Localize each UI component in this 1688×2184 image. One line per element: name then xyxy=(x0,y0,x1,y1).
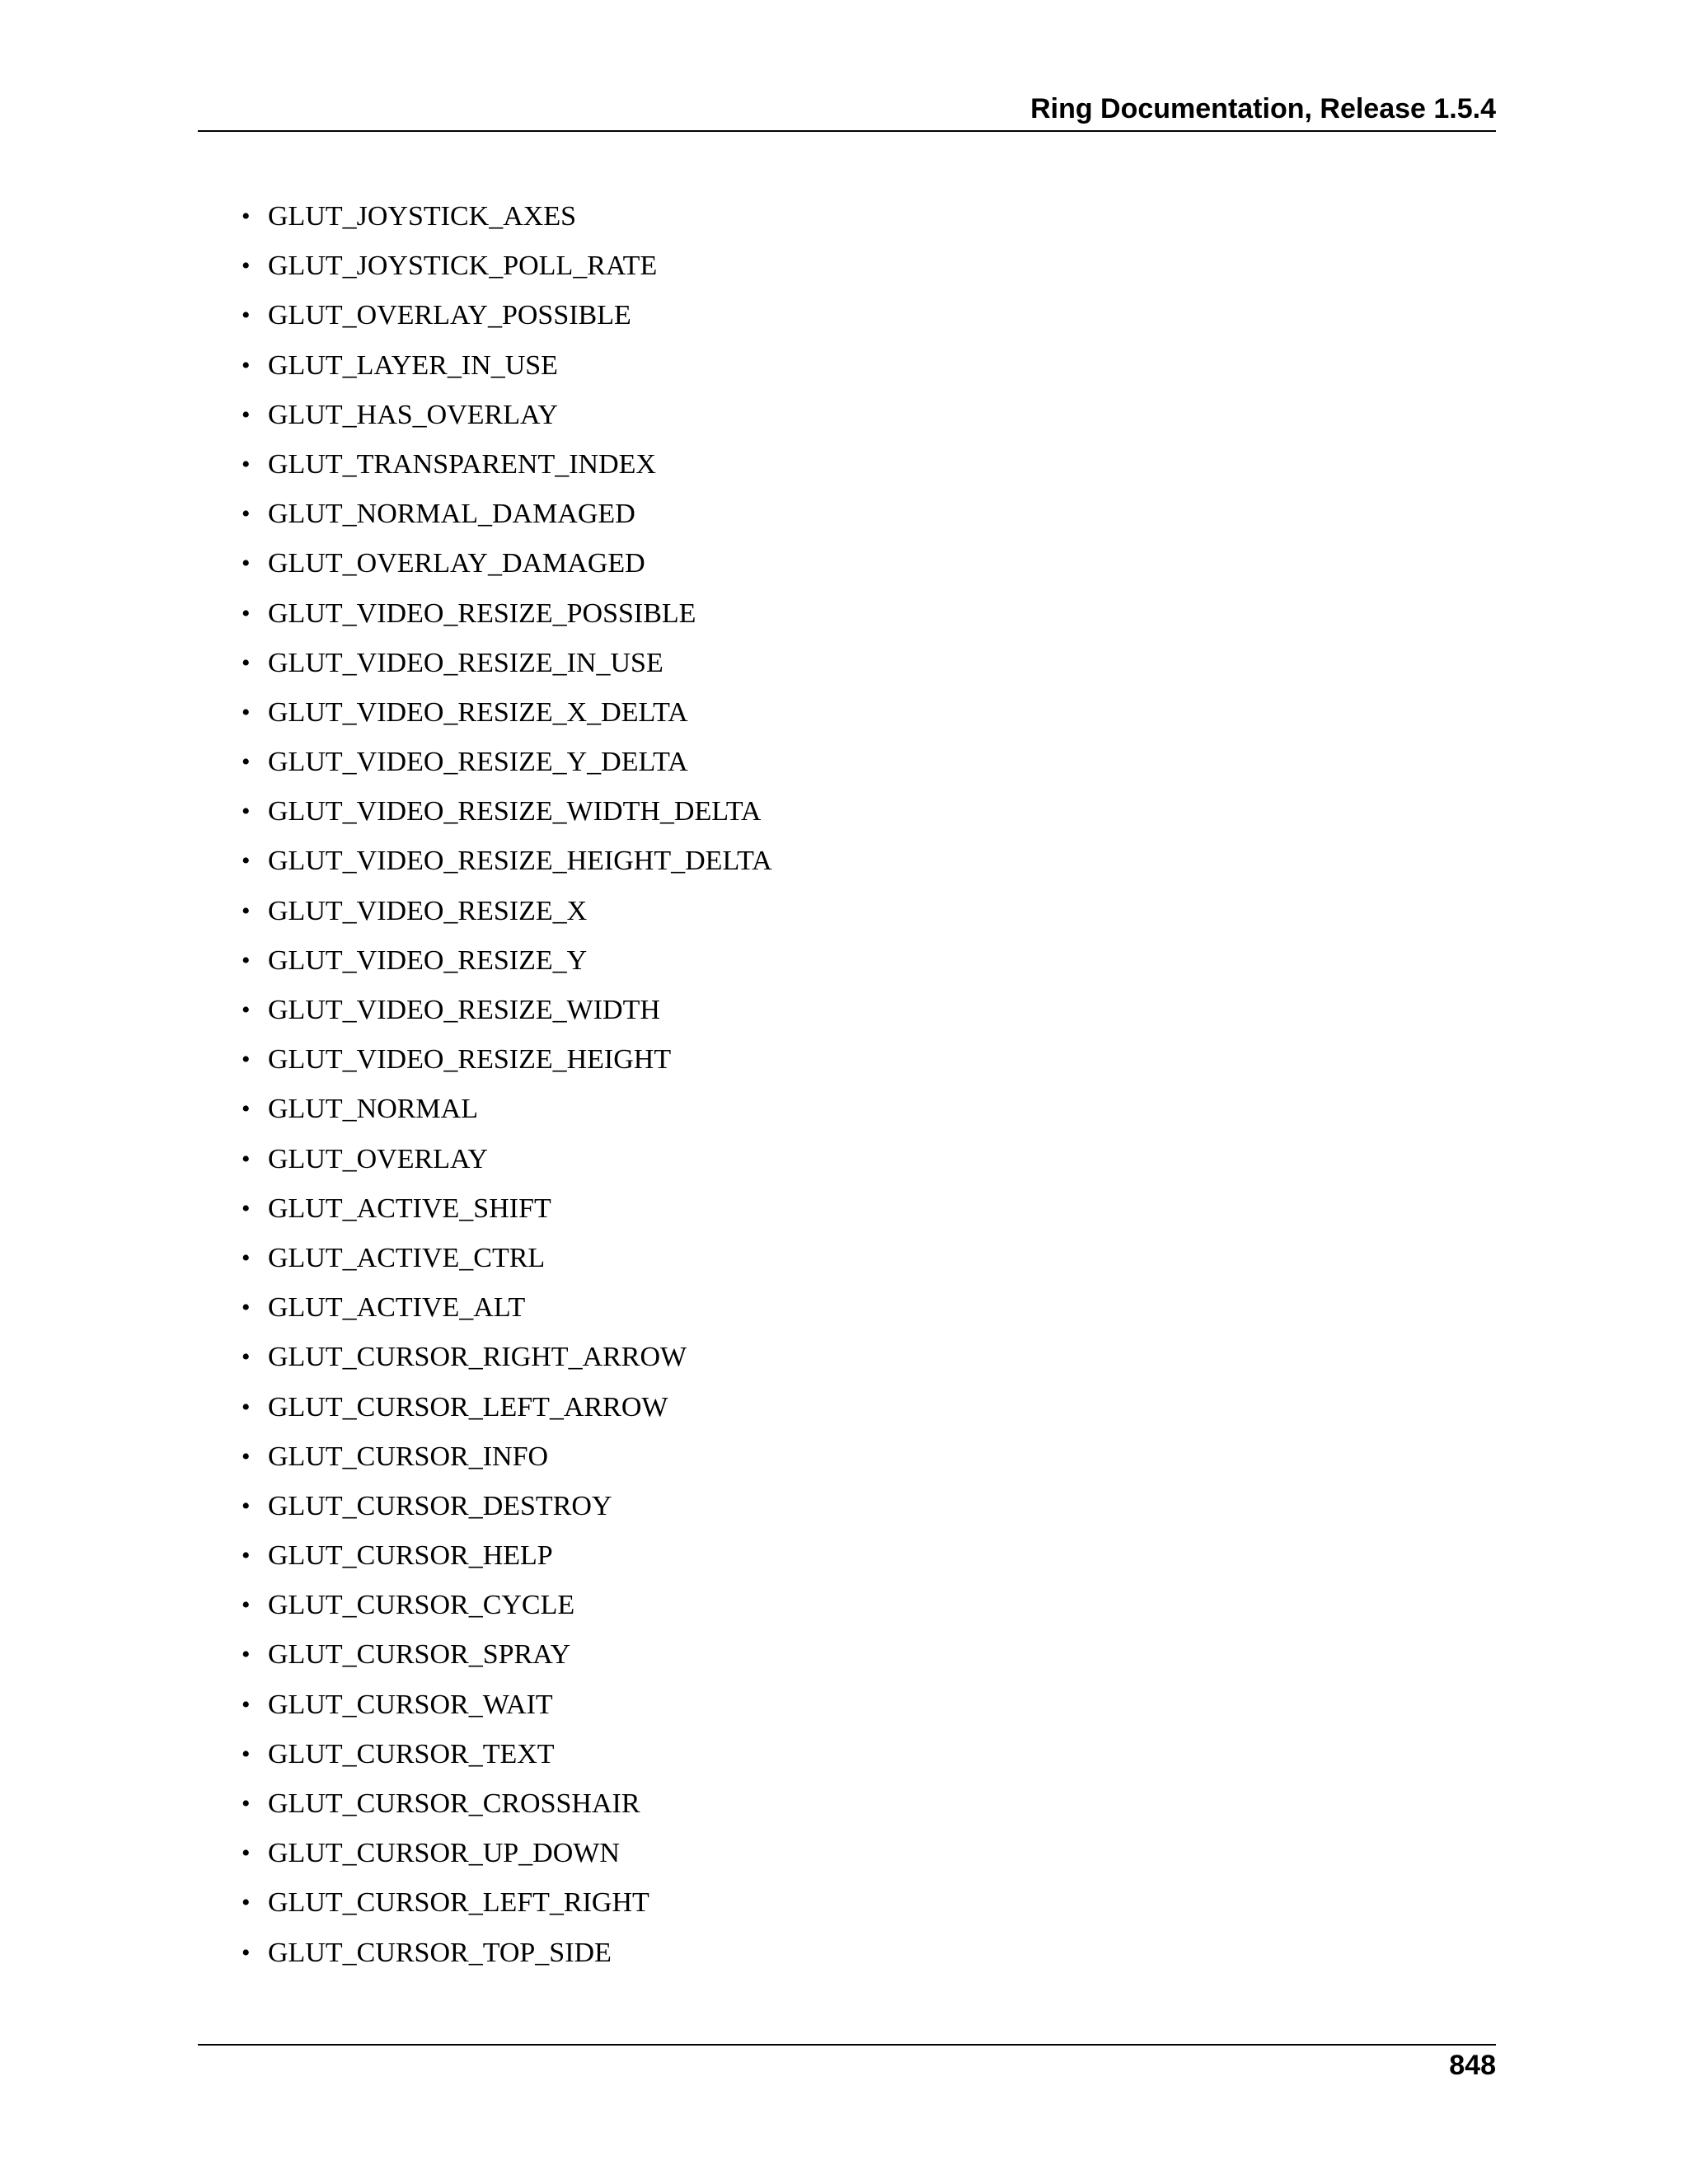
bullet-icon: • xyxy=(241,1492,251,1520)
bullet-icon: • xyxy=(241,500,251,528)
constant-name: GLUT_VIDEO_RESIZE_WIDTH xyxy=(268,995,660,1025)
constant-name: GLUT_JOYSTICK_AXES xyxy=(268,201,576,232)
constant-name: GLUT_VIDEO_RESIZE_Y xyxy=(268,944,588,976)
list-item xyxy=(0,1441,772,1491)
constant-name: GLUT_CURSOR_TOP_SIDE xyxy=(268,1937,612,1968)
constant-name: GLUT_TRANSPARENT_INDEX xyxy=(268,448,656,480)
list-item xyxy=(0,251,772,300)
bullet-icon: • xyxy=(241,1641,251,1669)
constant-name: GLUT_VIDEO_RESIZE_IN_USE xyxy=(268,647,663,678)
bullet-icon: • xyxy=(241,351,251,379)
list-item xyxy=(0,1243,772,1292)
constant-name: GLUT_CURSOR_LEFT_RIGHT xyxy=(268,1887,649,1919)
bullet-icon: • xyxy=(241,1194,251,1222)
list-item xyxy=(0,449,772,499)
bullet-icon: • xyxy=(241,302,251,330)
bullet-icon: • xyxy=(241,897,251,925)
bullet-icon: • xyxy=(241,748,251,776)
list-item xyxy=(0,300,772,349)
constant-name: GLUT_NORMAL_DAMAGED xyxy=(268,499,635,530)
header-divider xyxy=(198,130,1496,132)
list-item xyxy=(0,1639,772,1689)
constant-name: GLUT_OVERLAY_POSSIBLE xyxy=(268,300,631,331)
footer-divider xyxy=(198,2044,1496,2046)
bullet-icon: • xyxy=(241,946,251,974)
bullet-icon: • xyxy=(241,649,251,677)
constant-name: GLUT_CURSOR_SPRAY xyxy=(268,1639,571,1671)
constant-name: GLUT_LAYER_IN_USE xyxy=(268,349,558,381)
constant-name: GLUT_CURSOR_RIGHT_ARROW xyxy=(268,1342,687,1373)
bullet-icon: • xyxy=(241,1690,251,1718)
bullet-icon: • xyxy=(241,599,251,627)
running-header: Ring Documentation, Release 1.5.4 xyxy=(1030,93,1496,124)
constant-name: GLUT_ACTIVE_SHIFT xyxy=(268,1193,551,1224)
constant-name: GLUT_ACTIVE_CTRL xyxy=(268,1242,546,1273)
list-item xyxy=(0,548,772,598)
constant-name: GLUT_OVERLAY xyxy=(268,1143,488,1174)
bullet-icon: • xyxy=(241,252,251,280)
list-item xyxy=(0,648,772,697)
bullet-icon: • xyxy=(241,550,251,578)
list-item xyxy=(0,846,772,895)
list-item xyxy=(0,499,772,548)
bullet-icon: • xyxy=(241,1740,251,1768)
list-item xyxy=(0,1887,772,1937)
list-item xyxy=(0,201,772,251)
constant-name: GLUT_JOYSTICK_POLL_RATE xyxy=(268,251,658,282)
list-item xyxy=(0,995,772,1044)
constant-list xyxy=(0,201,772,1987)
bullet-icon: • xyxy=(241,1442,251,1470)
bullet-icon: • xyxy=(241,996,251,1024)
constant-name: GLUT_CURSOR_INFO xyxy=(268,1441,549,1472)
list-item xyxy=(0,747,772,796)
list-item xyxy=(0,1838,772,1887)
constant-name: GLUT_CURSOR_DESTROY xyxy=(268,1490,612,1521)
list-item xyxy=(0,1938,772,1987)
bullet-icon: • xyxy=(241,1145,251,1173)
bullet-icon: • xyxy=(241,1244,251,1272)
constant-name: GLUT_HAS_OVERLAY xyxy=(268,399,558,430)
list-item xyxy=(0,1144,772,1193)
bullet-icon: • xyxy=(241,698,251,726)
bullet-icon: • xyxy=(241,1591,251,1619)
constant-name: GLUT_CURSOR_WAIT xyxy=(268,1689,553,1720)
page-number: 848 xyxy=(1449,2050,1496,2081)
bullet-icon: • xyxy=(241,798,251,826)
constant-name: GLUT_VIDEO_RESIZE_WIDTH_DELTA xyxy=(268,796,762,827)
bullet-icon: • xyxy=(241,1294,251,1322)
bullet-icon: • xyxy=(241,1046,251,1074)
list-item xyxy=(0,1292,772,1342)
list-item xyxy=(0,896,772,945)
constant-name: GLUT_VIDEO_RESIZE_Y_DELTA xyxy=(268,747,688,778)
bullet-icon: • xyxy=(241,1393,251,1421)
list-item xyxy=(0,796,772,846)
list-item xyxy=(0,1193,772,1243)
constant-name: GLUT_VIDEO_RESIZE_X_DELTA xyxy=(268,696,688,728)
list-item xyxy=(0,1540,772,1590)
constant-name: GLUT_VIDEO_RESIZE_X xyxy=(268,895,588,926)
bullet-icon: • xyxy=(241,1840,251,1868)
list-item xyxy=(0,697,772,747)
bullet-icon: • xyxy=(241,1542,251,1570)
list-item xyxy=(0,598,772,648)
constant-name: GLUT_CURSOR_CROSSHAIR xyxy=(268,1788,640,1819)
constant-name: GLUT_VIDEO_RESIZE_POSSIBLE xyxy=(268,598,696,629)
list-item xyxy=(0,1044,772,1094)
constant-name: GLUT_CURSOR_UP_DOWN xyxy=(268,1838,620,1869)
list-item xyxy=(0,1342,772,1391)
list-item xyxy=(0,1094,772,1143)
bullet-icon: • xyxy=(241,1790,251,1817)
bullet-icon: • xyxy=(241,1938,251,1966)
constant-name: GLUT_VIDEO_RESIZE_HEIGHT_DELTA xyxy=(268,846,772,877)
list-item xyxy=(0,1739,772,1788)
bullet-icon: • xyxy=(241,450,251,478)
list-item xyxy=(0,1491,772,1540)
bullet-icon: • xyxy=(241,1889,251,1917)
bullet-icon: • xyxy=(241,1095,251,1123)
constant-name: GLUT_VIDEO_RESIZE_HEIGHT xyxy=(268,1044,672,1076)
constant-name: GLUT_NORMAL xyxy=(268,1094,478,1125)
list-item xyxy=(0,350,772,400)
bullet-icon: • xyxy=(241,401,251,429)
constant-name: GLUT_CURSOR_TEXT xyxy=(268,1738,555,1769)
list-item xyxy=(0,1590,772,1639)
constant-name: GLUT_OVERLAY_DAMAGED xyxy=(268,548,645,579)
bullet-icon: • xyxy=(241,203,251,230)
constant-name: GLUT_CURSOR_CYCLE xyxy=(268,1590,575,1621)
list-item xyxy=(0,1392,772,1441)
bullet-icon: • xyxy=(241,847,251,875)
list-item xyxy=(0,1690,772,1739)
constant-name: GLUT_ACTIVE_ALT xyxy=(268,1292,526,1324)
constant-name: GLUT_CURSOR_HELP xyxy=(268,1540,553,1572)
list-item xyxy=(0,1788,772,1838)
bullet-icon: • xyxy=(241,1343,251,1371)
constant-name: GLUT_CURSOR_LEFT_ARROW xyxy=(268,1391,668,1422)
list-item xyxy=(0,945,772,995)
list-item xyxy=(0,400,772,449)
